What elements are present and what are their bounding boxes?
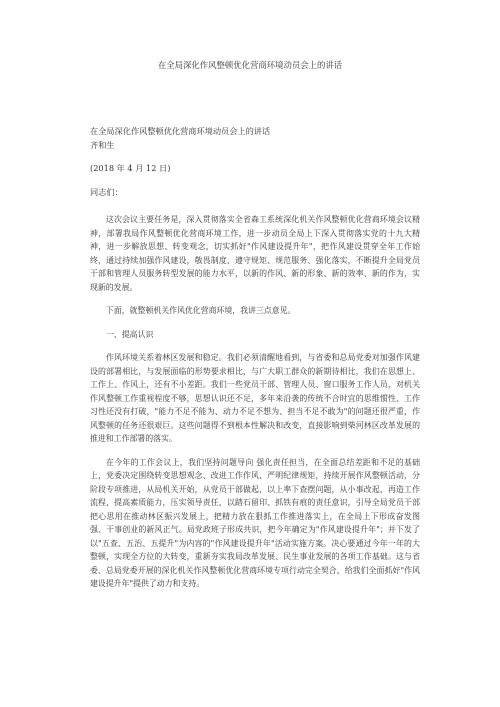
paragraph-outline: 下面，就整顿机关作风优化营商环境，我讲三点意见。 xyxy=(106,306,296,316)
section-heading: 一、提高认识 xyxy=(106,329,154,339)
section-paragraph: 在今年的工作会议上，我们坚持问题导向 强化责任担当，在全面总结差距和不足的基础上，党委决定围绕转变思想观念、改进工作作风、严明纪律规矩，持续开展作风整顿活动，分阶段专项推进，从局机关开始，从党员干部做起，以上率下查摆问题，从小事改起，再造工作流程，提高素质能力，压实领导责任，以踏石留印、抓铁有痕的责任意识，引导全局党员干部把心思用在推动林区振兴发展上，把精力放在狠抓工作推进落实上，在全局上下形成奋发图强、干事创业的新风正气。局党政班子形成共识，把今年确定为"作风建设提升年"；并下发了以"五查、五治、五提升"为内容的"作风建设提升年"活动实施方案。决心要通过今年一年的大整顿，实现全方位的大转变，重新夯实我局改革发展、民生事业发展的各项工作基础。这与省委、总局党委开展的深化机关作风整顿优化营商环境专项行动完全契合，给我们全面抓好"作风建设提升年"提供了动力和支持。 xyxy=(90,457,420,589)
document-body xyxy=(90,125,420,591)
paragraph-intro: 这次会议主要任务是，深入贯彻落实全省森工系统深化机关作风整顿优化营商环境会议精神，部署我局作风整顿优化营商环境工作，进一步动员全局上下深入贯彻落实党的十九大精神，进一步解放思想、转变观念，切实抓好"作风建设提升年"，把作风建设贯穿全年工作始终，通过持续加强作风建设，敬畏制度、遵守规矩、规范服务、强化落实，不断提升全局党员干部和管理人员服务转型发展的能力水平，以新的作风、新的形象、新的效率、新的作为，实现新的发展。 xyxy=(90,215,420,292)
section-paragraph: 作风环境关系着林区发展和稳定。我们必须清醒地看到，与省委和总局党委对加强作风建设的部署相比，与发展面临的形势要求相比，与广大职工群众的新期待相比，我们在思想上、工作上、作风上，还有不小差距。我们一些党员干部、管理人员、窗口服务工作人员，对机关作风整顿工作重视程度不够，思想认识还不足，多年来沿袭的传统不合时宜的思维惯性、工作习性还没有打破，"能力不足不能为、动力不足不想为、担当不足不敢为"的问题还很严重，作风整顿的任务还很艰巨。这些问题得不到根本性解决和改变，直接影响到柴河林区改革发展的推进和工作部署的落实。 xyxy=(90,353,420,444)
salutation: 同志们： xyxy=(90,186,123,197)
page-header-title: 在全局深化作风整顿优化营商环境动员会上的讲话 xyxy=(157,60,343,70)
author: 齐和生 xyxy=(90,139,115,150)
document-title: 在全局深化作风整顿优化营商环境动员会上的讲话 xyxy=(90,126,271,136)
date: (2018 年 4 月 12 日) xyxy=(90,163,171,174)
